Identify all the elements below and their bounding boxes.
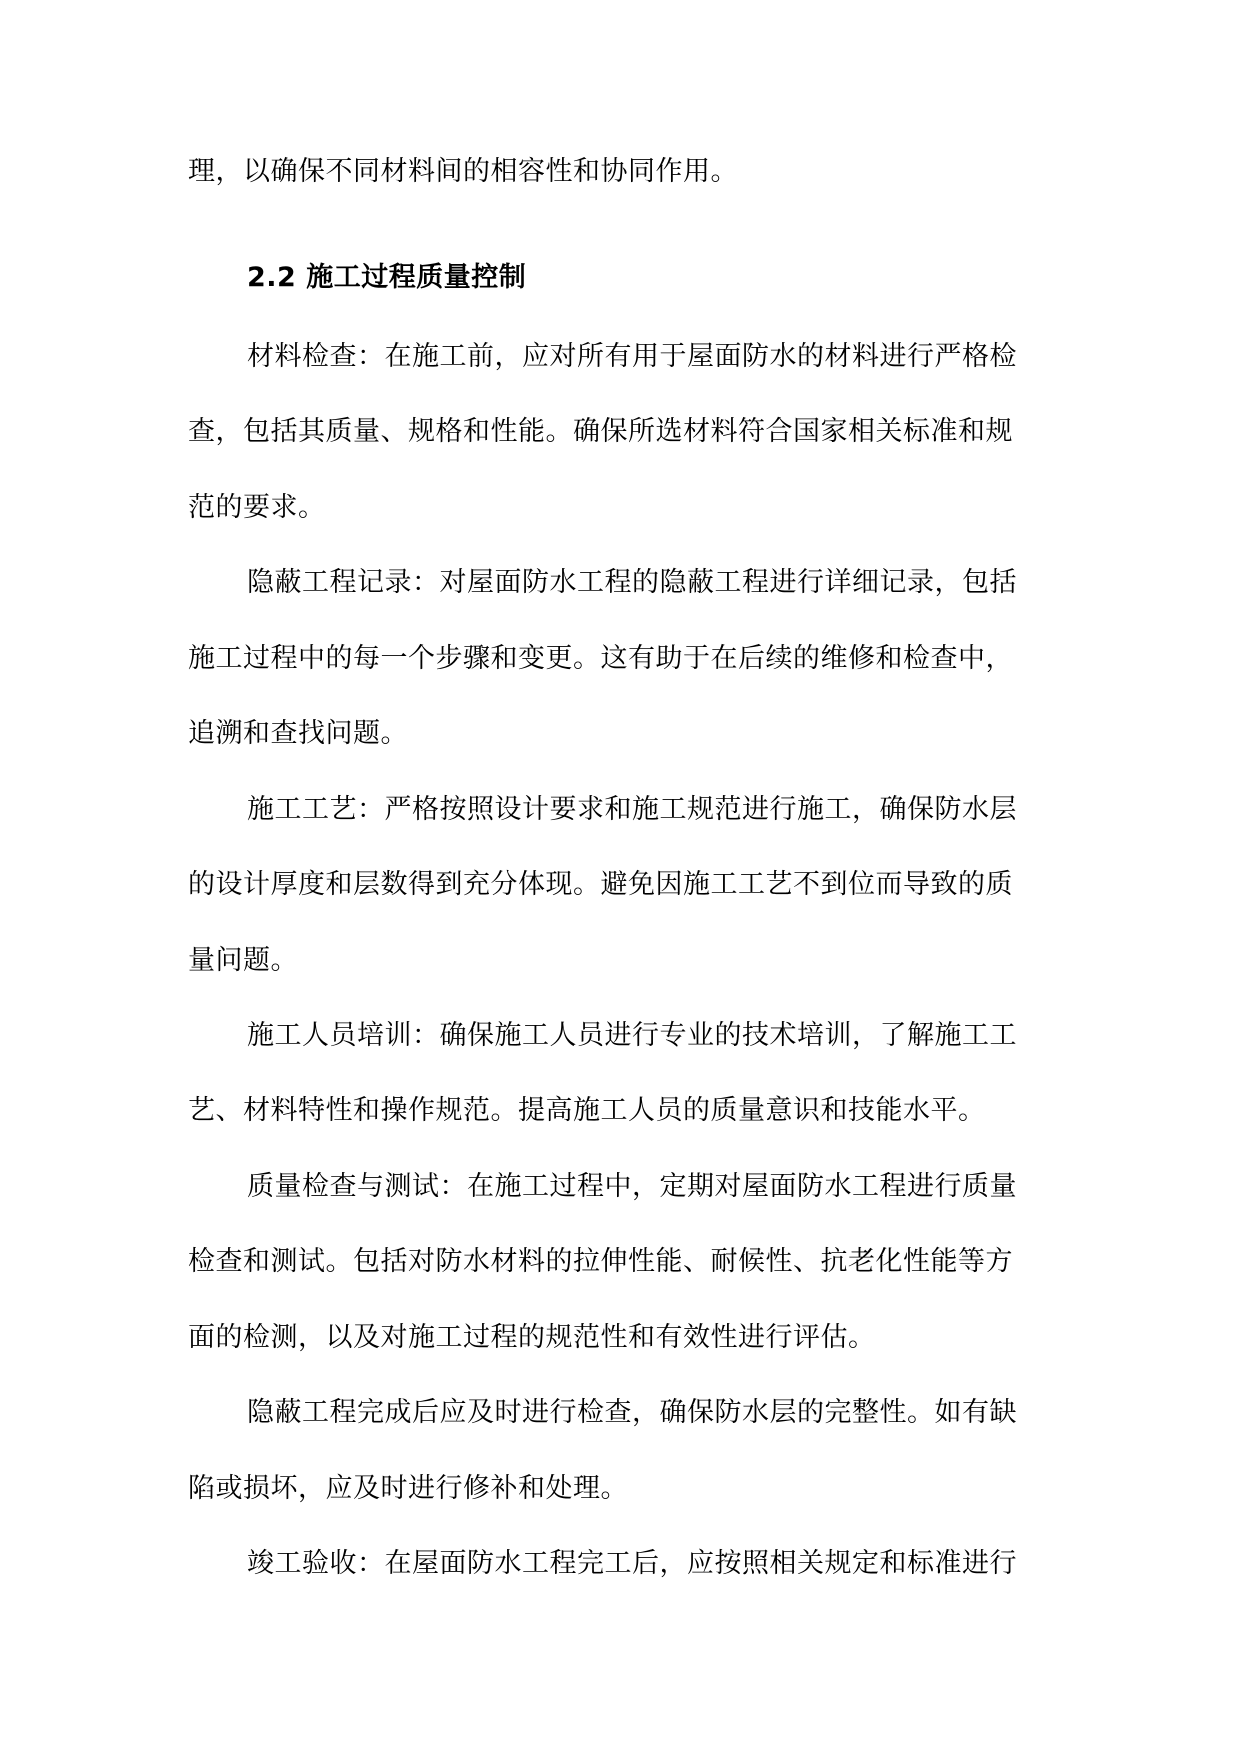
paragraph-line: 隐蔽工程记录：对屋面防水工程的隐蔽工程进行详细记录，包括 — [247, 567, 1017, 598]
paragraph-line: 检查和测试。包括对防水材料的拉伸性能、耐候性、抗老化性能等方 — [188, 1246, 1013, 1277]
paragraph-line: 施工工艺：严格按照设计要求和施工规范进行施工，确保防水层 — [247, 794, 1017, 825]
paragraph-line: 质量检查与测试：在施工过程中，定期对屋面防水工程进行质量 — [247, 1171, 1017, 1202]
paragraph-line: 范的要求。 — [188, 492, 326, 523]
paragraph-line: 面的检测，以及对施工过程的规范性和有效性进行评估。 — [188, 1322, 876, 1353]
paragraph-line: 材料检查：在施工前，应对所有用于屋面防水的材料进行严格检 — [247, 341, 1017, 372]
paragraph-line: 竣工验收：在屋面防水工程完工后，应按照相关规定和标准进行 — [247, 1548, 1017, 1579]
paragraph-line: 量问题。 — [188, 945, 298, 976]
paragraph-line: 查，包括其质量、规格和性能。确保所选材料符合国家相关标准和规 — [188, 416, 1013, 447]
section-heading: 2.2 施工过程质量控制 — [247, 262, 527, 293]
paragraph-line: 理，以确保不同材料间的相容性和协同作用。 — [188, 156, 738, 187]
paragraph-line: 追溯和查找问题。 — [188, 718, 408, 749]
paragraph-line: 陷或损坏，应及时进行修补和处理。 — [188, 1473, 628, 1504]
paragraph-line: 施工过程中的每一个步骤和变更。这有助于在后续的维修和检查中， — [188, 643, 1013, 674]
paragraph-line: 隐蔽工程完成后应及时进行检查，确保防水层的完整性。如有缺 — [247, 1397, 1017, 1428]
paragraph-line: 艺、材料特性和操作规范。提高施工人员的质量意识和技能水平。 — [188, 1095, 986, 1126]
paragraph-line: 施工人员培训：确保施工人员进行专业的技术培训，了解施工工 — [247, 1020, 1017, 1051]
paragraph-line: 的设计厚度和层数得到充分体现。避免因施工工艺不到位而导致的质 — [188, 869, 1013, 900]
